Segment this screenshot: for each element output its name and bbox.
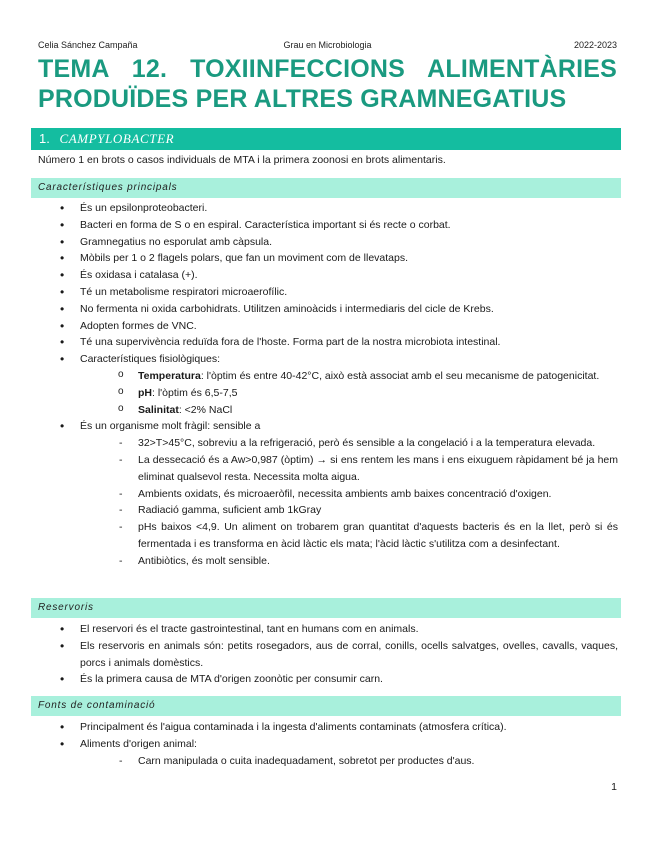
fragile-item: - pHs baixos <4,9. Un aliment on trobarem gran quantitat d'aquests bacteris és en la llet, però si és fermentada i es transforma en àcid làctic els mata; l'àcid làctic s'utilitza com a desinfectant.	[116, 519, 618, 553]
fragile-label: És un organisme molt fràgil: sensible a	[80, 420, 261, 433]
list-item-fragile	[58, 418, 618, 569]
contamination-list	[58, 719, 618, 769]
fragile-item: - Antibiòtics, és molt sensible.	[116, 553, 618, 570]
subheading-characteristics: Característiques principals	[31, 178, 621, 198]
list-item: • Gramnegatius no esporulat amb càpsula.	[58, 234, 618, 251]
physiology-list	[80, 368, 618, 418]
title-line-2: PRODUÏDES PER ALTRES GRAMNEGATIUS	[38, 85, 567, 113]
physiology-label: Característiques fisiològiques:	[80, 353, 221, 366]
reservoirs-list	[58, 621, 618, 688]
fragile-item: - La dessecació és a Aw>0,987 (òptim) → si ens rentem les mans i ens eixuguem ràpidament bé ja hem eliminat qualsevol resta. Necessita molta aigua.	[116, 452, 618, 486]
animal-foods-label: Aliments d'origen animal:	[80, 737, 197, 750]
physiology-item-ph	[116, 385, 618, 402]
characteristics-list	[58, 200, 618, 570]
page-title	[38, 54, 617, 114]
physiology-text: : <2% NaCl	[178, 403, 233, 416]
fragile-list	[80, 435, 618, 569]
section-name: CAMPYLOBACTER	[59, 131, 175, 146]
fragile-item: - Ambients oxidats, és microaeròfil, necessita ambients amb baixes concentració d'oxigen.	[116, 486, 618, 503]
list-item: • Els reservoris en animals són: petits rosegadors, aus de corral, conills, ocells salvatges, ovelles, cavalls, vaques, porcs i animals domèstics.	[58, 638, 618, 672]
animal-foods-list	[80, 753, 618, 770]
header-author: Celia Sánchez Campaña	[38, 40, 138, 50]
list-item: • El reservori és el tracte gastrointestinal, tant en humans com en animals.	[58, 621, 618, 638]
subheading-reservoirs: Reservoris	[31, 598, 621, 618]
list-item: • És la primera causa de MTA d'origen zoonòtic per consumir carn.	[58, 671, 618, 688]
list-item: • És un epsilonproteobacteri.	[58, 200, 618, 217]
fragile-item: - 32>T>45°C, sobreviu a la refrigeració, però és sensible a la congelació i a la temperatura elevada.	[116, 435, 618, 452]
physiology-term: pH	[138, 386, 152, 399]
page-number: 1	[611, 781, 617, 793]
fragile-item: - Radiació gamma, suficient amb 1kGray	[116, 502, 618, 519]
section-heading-campylobacter	[31, 128, 621, 150]
subheading-contamination: Fonts de contaminació	[31, 696, 621, 716]
physiology-text: : l'òptim és entre 40-42°C, això està associat amb el seu mecanisme de patogenicitat.	[200, 369, 600, 382]
physiology-term: Temperatura	[138, 369, 201, 382]
header-year: 2022-2023	[573, 40, 617, 50]
list-item: • Principalment és l'aigua contaminada i la ingesta d'aliments contaminats (atmosfera crítica).	[58, 719, 618, 736]
section-intro: Número 1 en brots o casos individuals de MTA i la primera zoonosi en brots alimentaris.	[38, 154, 446, 166]
list-item-physiology	[58, 351, 618, 418]
list-item-animal-foods	[58, 736, 618, 770]
physiology-item-temperature	[116, 368, 618, 385]
header-degree: Grau en Microbiologia	[283, 40, 372, 50]
physiology-text: : l'òptim és 6,5-7,5	[152, 386, 238, 399]
physiology-term: Salinitat	[138, 403, 179, 416]
list-item: • No fermenta ni oxida carbohidrats. Utilitzen aminoàcids i intermediaris del cicle de Krebs.	[58, 301, 618, 318]
section-number: 1.	[39, 131, 50, 146]
title-line-1: TEMA 12. TOXIINFECCIONS ALIMENTÀRIES	[38, 55, 617, 83]
list-item: • Mòbils per 1 o 2 flagels polars, que fan un moviment com de llevataps.	[58, 250, 618, 267]
physiology-item-salinity	[116, 402, 618, 419]
list-item: • Bacteri en forma de S o en espiral. Característica important si és recte o corbat.	[58, 217, 618, 234]
animal-foods-item: - Carn manipulada o cuita inadequadament, sobretot per productes d'aus.	[116, 753, 618, 770]
list-item: • Té una supervivència reduïda fora de l'hoste. Forma part de la nostra microbiota intestinal.	[58, 334, 618, 351]
list-item: • Té un metabolisme respiratori microaerofílic.	[58, 284, 618, 301]
list-item: • Adopten formes de VNC.	[58, 318, 618, 335]
list-item: • És oxidasa i catalasa (+).	[58, 267, 618, 284]
